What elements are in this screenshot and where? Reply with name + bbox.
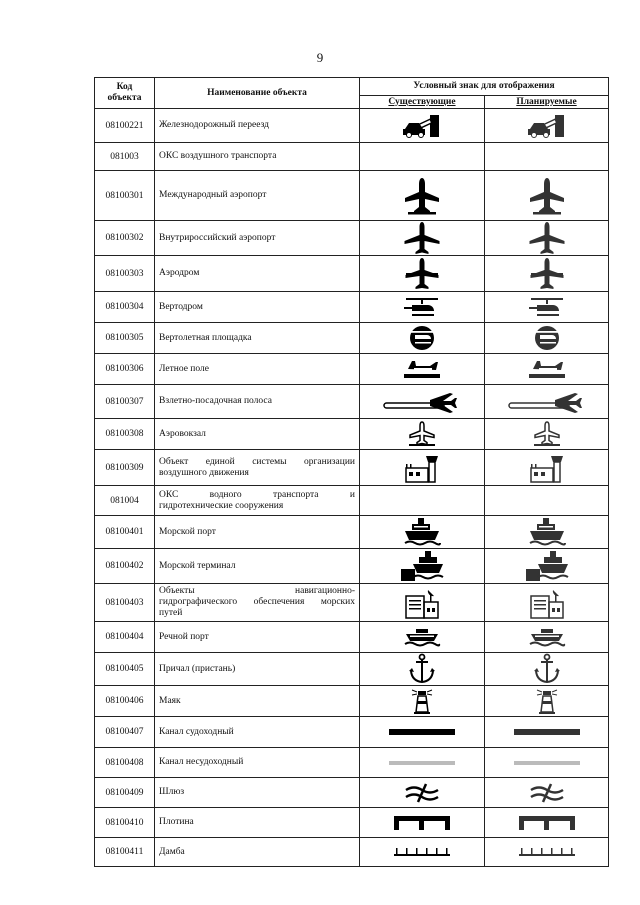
object-name: Канал судоходный — [155, 717, 360, 748]
symbol-existing — [360, 549, 485, 584]
object-name: Дамба — [155, 838, 360, 867]
air-terminal-icon — [489, 420, 604, 448]
sea-terminal-icon — [489, 549, 604, 583]
symbol-planned — [485, 622, 609, 653]
symbol-existing — [360, 584, 485, 622]
symbol-existing — [360, 486, 485, 516]
symbol-existing — [360, 221, 485, 256]
table-row — [95, 584, 609, 622]
symbol-planned — [485, 143, 609, 171]
legend-table — [94, 77, 609, 867]
symbol-existing — [360, 419, 485, 450]
symbol-existing — [360, 622, 485, 653]
symbol-planned — [485, 486, 609, 516]
symbol-planned — [485, 221, 609, 256]
object-code: 081004 — [95, 486, 155, 516]
symbol-existing — [360, 686, 485, 717]
table-row — [95, 808, 609, 838]
navigable-canal-icon — [489, 727, 604, 737]
lighthouse-icon — [364, 686, 480, 716]
heliport-icon — [489, 295, 604, 319]
object-name: Морской терминал — [155, 549, 360, 584]
object-name-line: воздушного движения — [159, 467, 249, 478]
object-name: Взлетно-посадочная полоса — [155, 385, 360, 419]
railway-crossing-icon — [364, 113, 480, 139]
object-code: 08100309 — [95, 450, 155, 486]
symbol-planned — [485, 653, 609, 686]
symbol-existing — [360, 354, 485, 385]
symbol-planned — [485, 419, 609, 450]
atc-tower-icon — [489, 452, 604, 484]
air-terminal-icon — [364, 420, 480, 448]
runway-icon — [364, 391, 480, 413]
symbol-planned — [485, 549, 609, 584]
table-row — [95, 354, 609, 385]
object-code: 08100303 — [95, 256, 155, 292]
symbol-planned — [485, 256, 609, 292]
symbol-planned — [485, 109, 609, 143]
river-port-icon — [364, 626, 480, 648]
symbol-planned — [485, 717, 609, 748]
table-row — [95, 838, 609, 867]
table-row — [95, 778, 609, 808]
table-row — [95, 143, 609, 171]
symbol-planned — [485, 748, 609, 778]
table-row — [95, 385, 609, 419]
table-row — [95, 292, 609, 323]
anchor-icon — [489, 653, 604, 685]
helipad-icon — [364, 325, 480, 351]
header-code: Код объекта — [95, 78, 155, 109]
object-name: Вертолетная площадка — [155, 323, 360, 354]
airfield-icon — [364, 357, 480, 381]
airfield-icon — [489, 357, 604, 381]
object-name: Плотина — [155, 808, 360, 838]
object-name — [155, 450, 360, 486]
sea-port-icon — [364, 516, 480, 548]
object-name: Шлюз — [155, 778, 360, 808]
object-name: Железнодорожный переезд — [155, 109, 360, 143]
object-name: Морской порт — [155, 516, 360, 549]
symbol-existing — [360, 516, 485, 549]
header-existing: Существующие — [360, 96, 485, 109]
domestic-airport-icon — [364, 221, 480, 255]
symbol-planned — [485, 838, 609, 867]
object-name-line: ОКС водного транспорта и — [159, 489, 355, 500]
levee-icon — [489, 845, 604, 859]
object-name: Международный аэропорт — [155, 171, 360, 221]
symbol-existing — [360, 256, 485, 292]
symbol-existing — [360, 143, 485, 171]
object-code: 081003 — [95, 143, 155, 171]
table-row — [95, 171, 609, 221]
object-name: Причал (пристань) — [155, 653, 360, 686]
atc-tower-icon — [364, 452, 480, 484]
navigable-canal-icon — [364, 727, 480, 737]
lighthouse-icon — [489, 686, 604, 716]
object-code: 08100304 — [95, 292, 155, 323]
object-name-line: гидрографического обеспечения морских — [159, 597, 355, 607]
object-name: Канал несудоходный — [155, 748, 360, 778]
sea-terminal-icon — [364, 549, 480, 583]
object-code: 08100308 — [95, 419, 155, 450]
symbol-existing — [360, 653, 485, 686]
table-row — [95, 109, 609, 143]
symbol-existing — [360, 778, 485, 808]
table-row — [95, 686, 609, 717]
heliport-icon — [364, 295, 480, 319]
object-name: ОКС воздушного транспорта — [155, 143, 360, 171]
symbol-existing — [360, 323, 485, 354]
symbol-planned — [485, 385, 609, 419]
symbol-planned — [485, 450, 609, 486]
aerodrome-icon — [364, 257, 480, 291]
object-code: 08100411 — [95, 838, 155, 867]
table-row — [95, 450, 609, 486]
object-code: 08100401 — [95, 516, 155, 549]
symbol-planned — [485, 323, 609, 354]
symbol-planned — [485, 778, 609, 808]
helipad-icon — [489, 325, 604, 351]
international-airport-icon — [364, 176, 480, 216]
levee-icon — [364, 845, 480, 859]
header-symbol: Условный знак для отображения — [360, 78, 609, 96]
sea-port-icon — [489, 516, 604, 548]
object-code: 08100307 — [95, 385, 155, 419]
object-code: 08100221 — [95, 109, 155, 143]
object-name-line: путей — [159, 608, 183, 618]
symbol-planned — [485, 171, 609, 221]
table-row — [95, 486, 609, 516]
international-airport-icon — [489, 176, 604, 216]
object-name: Маяк — [155, 686, 360, 717]
non-navigable-canal-icon — [489, 758, 604, 768]
runway-icon — [489, 391, 604, 413]
anchor-icon — [364, 653, 480, 685]
object-name: Аэродром — [155, 256, 360, 292]
object-name-line: гидротехнические сооружения — [159, 500, 284, 511]
object-code: 08100301 — [95, 171, 155, 221]
object-name — [155, 486, 360, 516]
object-name: Летное поле — [155, 354, 360, 385]
object-code: 08100406 — [95, 686, 155, 717]
object-code: 08100404 — [95, 622, 155, 653]
page-number: 9 — [316, 50, 324, 65]
symbol-planned — [485, 584, 609, 622]
object-name: Речной порт — [155, 622, 360, 653]
object-code: 08100306 — [95, 354, 155, 385]
symbol-existing — [360, 838, 485, 867]
object-code: 08100305 — [95, 323, 155, 354]
table-row — [95, 221, 609, 256]
header-planned: Планируемые — [485, 96, 609, 109]
symbol-existing — [360, 450, 485, 486]
symbol-existing — [360, 109, 485, 143]
dam-icon — [489, 813, 604, 833]
symbol-existing — [360, 808, 485, 838]
sluice-icon — [489, 782, 604, 804]
sluice-icon — [364, 782, 480, 804]
navigation-support-icon — [489, 586, 604, 620]
object-code: 08100302 — [95, 221, 155, 256]
river-port-icon — [489, 626, 604, 648]
non-navigable-canal-icon — [364, 758, 480, 768]
object-code: 08100407 — [95, 717, 155, 748]
object-code: 08100409 — [95, 778, 155, 808]
table-row — [95, 516, 609, 549]
object-code: 08100403 — [95, 584, 155, 622]
symbol-existing — [360, 717, 485, 748]
table-row — [95, 748, 609, 778]
symbol-planned — [485, 354, 609, 385]
domestic-airport-icon — [489, 221, 604, 255]
object-name — [155, 584, 360, 622]
symbol-planned — [485, 808, 609, 838]
table-row — [95, 323, 609, 354]
symbol-existing — [360, 748, 485, 778]
object-code: 08100410 — [95, 808, 155, 838]
aerodrome-icon — [489, 257, 604, 291]
table-row — [95, 549, 609, 584]
object-name: Внутрироссийский аэропорт — [155, 221, 360, 256]
symbol-planned — [485, 292, 609, 323]
object-name-line: Объект единой системы организации — [159, 456, 355, 467]
table-row — [95, 653, 609, 686]
table-row — [95, 717, 609, 748]
object-name: Вертодром — [155, 292, 360, 323]
table-row — [95, 256, 609, 292]
object-code: 08100402 — [95, 549, 155, 584]
table-row — [95, 419, 609, 450]
table-row — [95, 622, 609, 653]
object-code: 08100405 — [95, 653, 155, 686]
symbol-planned — [485, 686, 609, 717]
object-code: 08100408 — [95, 748, 155, 778]
header-name: Наименование объекта — [155, 78, 360, 109]
symbol-existing — [360, 385, 485, 419]
symbol-existing — [360, 292, 485, 323]
dam-icon — [364, 813, 480, 833]
object-name: Аэровокзал — [155, 419, 360, 450]
symbol-existing — [360, 171, 485, 221]
navigation-support-icon — [364, 586, 480, 620]
object-name-line: Объекты навигационно- — [159, 586, 355, 596]
symbol-planned — [485, 516, 609, 549]
railway-crossing-icon — [489, 113, 604, 139]
